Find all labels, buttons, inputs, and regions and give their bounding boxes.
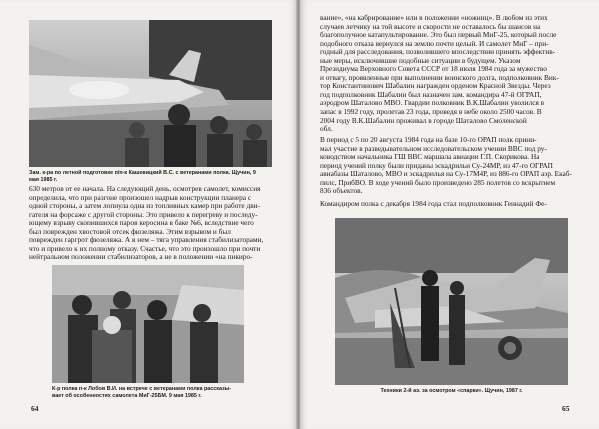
photo-technicians-inspecting-aircraft xyxy=(335,218,568,385)
page-number-right: 65 xyxy=(562,404,570,413)
right-body-text-top: вание», «на кабрирование» или в положении «ножниц». В любом из этих случаев летчику на той высоте и скорости не оставалось бы шансов на благополучное катапультирование. Это был первый МиГ-25, который после подобного отказа вернулся на землю почти целый. И самолет МиГ – при- годный для расследования, позволившего впоследствии принять эффектив- ные меры, исключившие подобные ситуации в будущем. Указом Президиума Верховного Совета СССР от 18 июля 1984 года за мужество и отвагу, проявленные при выполнении воинского долга, подполковник Вик- тор Константинович Шабалин награжден орденом Красной Звезды. Через год подполковник Шабалин был назначен зам. командира 47-й ОГРАП, аэродром Шаталово МВО. Гвардии полковник В.К.Шабалин уволился в запас в 1992 году, пролетав 23 года, проведя в небе около 2500 часов. В 2004 году В.К.Шабалин проживал в городе Шаталово Смоленской обл. xyxy=(320,14,559,134)
photo-veterans-with-officer xyxy=(29,20,272,167)
left-body-text: 630 метров от ее начала. На следующий день, осмотрев самолет, комиссия определила, что при разгоне произошел надрыв конструкции планера с одной стороны, а затем лопнула одна из топливных камер при работе дви- гателя на форсаже с другой стороны. Это привело к перегреву и последу- ющему взрыву скопившихся паров керосина в баке №6, вследствие чего был поврежден хвостовой отсек фюзеляжа. Этим взрывом и был поврежден гаргрот фюзеляжа. А в нем – тяга управления стабилизаторами, что и привело к их полному отказу. Счастье, что это произошло при почти нейтральном положении стабилизаторов, а не в положении «на пикиро- xyxy=(29,185,264,262)
caption-bottom-right: Техники 2-й аэ. за осмотром «спарки». Щучин, 1987 г. xyxy=(380,388,523,394)
page-number-left: 64 xyxy=(31,404,39,413)
left-page xyxy=(0,0,297,429)
right-body-text-bottom: Командиром полка с декабря 1984 года стал подполковник Геннадий Фе- xyxy=(320,200,547,208)
caption-top-left: Зам. к-ра по летной подготовке п/п-к Кашевицкий В.С. с ветеранами полка. Щучин, 9 мая 1985 г. xyxy=(29,170,256,183)
photo-commander-briefing xyxy=(52,265,244,383)
right-page xyxy=(300,0,599,429)
caption-bottom-left: К-р полка п-к Лобов В.И. на встрече с ветеранами полка рассказы- вает об особенностях самолета МиГ-25БМ. 9 мая 1985 г. xyxy=(52,386,232,399)
right-body-text-middle: В период с 5 по 20 августа 1984 года на базе 10-го ОРАП полк прини- мал участие в разведывательном исследовательском учении ВВС под ру- ководством начальника ГШ ВВС маршала авиации Г.П. Скорикова. На период учений полку были приданы эскадрильи Су-24МР, из 47-го ОГРАП авиабазы Шаталово, МВО и эскадрилья на Су-17М4Р, из 886-го ОРАП аэр. Екаб- пилс, ПрибВО. В ходе учений было произведено 285 полетов со вскрытием 836 объектов. xyxy=(320,136,572,196)
